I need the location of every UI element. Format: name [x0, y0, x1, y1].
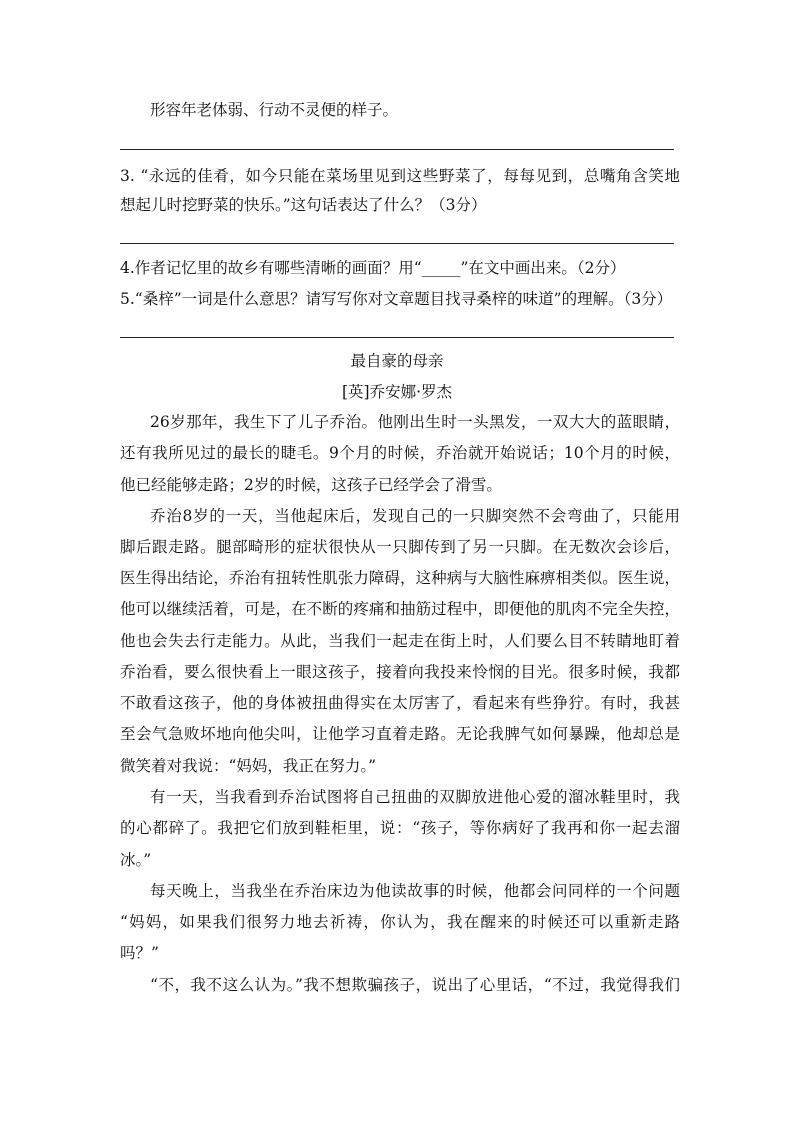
- paragraph-1-line: 26岁那年，我生下了儿子乔治。他刚出生时一头黑发，一双大大的蓝眼睛，: [150, 413, 680, 431]
- answer-rule: [120, 337, 674, 338]
- paragraph-2-line: 乔治8岁的一天，当他起床后，发现自己的一只脚突然不会弯曲了，只能用: [150, 507, 680, 525]
- paragraph-3-line: 冰。”: [120, 851, 152, 869]
- paragraph-1-line: 还有我所见过的最长的睫毛。9个月的时候，乔治就开始说话；10个月的时候，: [120, 444, 680, 462]
- paragraph-3-line: 的心都碎了。我把它们放到鞋柜里，说：“孩子，等你病好了我再和你一起去溜: [120, 819, 680, 837]
- paragraph-2-line: 微笑着对我说：“妈妈，我正在努力。”: [120, 757, 377, 775]
- paragraph-3-line: 有一天，当我看到乔治试图将自己扭曲的双脚放进他心爱的溜冰鞋里时，我: [150, 788, 680, 806]
- answer-line-text: 形容年老体弱、行动不灵便的样子。: [150, 101, 399, 119]
- answer-rule: [120, 243, 674, 244]
- paragraph-2-line: 至会气急败坏地向他尖叫，让他学习直着走路。无论我脾气如何暴躁，他却总是: [120, 725, 680, 743]
- paragraph-2-line: 医生得出结论，乔治有扭转性肌张力障碍，这种病与大脑性麻痹相类似。医生说，: [120, 569, 680, 587]
- paragraph-4-line: “妈妈，如果我们很努力地去祈祷，你认为，我在醒来的时候还可以重新走路: [120, 913, 680, 931]
- paragraph-2-line: 乔治看，要么很快看上一眼这孩子，接着向我投来怜悯的目光。很多时候，我都: [120, 663, 680, 681]
- paragraph-2-line: 他也会失去行走能力。从此，当我们一起走在街上时，人们要么目不转睛地盯着: [120, 632, 680, 650]
- paragraph-2-line: 他可以继续活着，可是，在不断的疼痛和抽筋过程中，即便他的肌肉不完全失控，: [120, 600, 680, 618]
- paragraph-2-line: 不敢看这孩子，他的身体被扭曲得实在太厉害了，看起来有些狰狞。有时，我甚: [120, 694, 680, 712]
- question-3-line-1: 3. “永远的佳肴，如今只能在菜场里见到这些野菜了，每每见到，总嘴角含笑地: [120, 167, 680, 185]
- paragraph-1-line: 他已经能够走路；2岁的时候，这孩子已经学会了滑雪。: [120, 476, 502, 494]
- paragraph-5-line: “不，我不这么认为。”我不想欺骗孩子，说出了心里话，“不过，我觉得我们: [150, 976, 680, 994]
- paragraph-4-line: 吗？”: [120, 944, 159, 962]
- article-title: 最自豪的母亲: [350, 352, 444, 370]
- article-author: [英]乔安娜·罗杰: [341, 383, 453, 401]
- paragraph-2-line: 脚后跟走路。腿部畸形的症状很快从一只脚传到了另一只脚。在无数次会诊后，: [120, 538, 680, 556]
- question-5: 5.“桑梓”一词是什么意思？请写写你对文章题目找寻桑梓的味道”的理解。（3分）: [120, 290, 673, 308]
- question-3-line-2: 想起儿时挖野菜的快乐。”这句话表达了什么？（3分）: [120, 196, 487, 214]
- paragraph-4-line: 每天晚上，当我坐在乔治床边为他读故事的时候，他都会问同样的一个问题: [150, 882, 680, 900]
- question-4: 4.作者记忆里的故乡有哪些清晰的画面？用“_____”在文中画出来。（2分）: [120, 259, 626, 277]
- answer-rule: [120, 149, 674, 150]
